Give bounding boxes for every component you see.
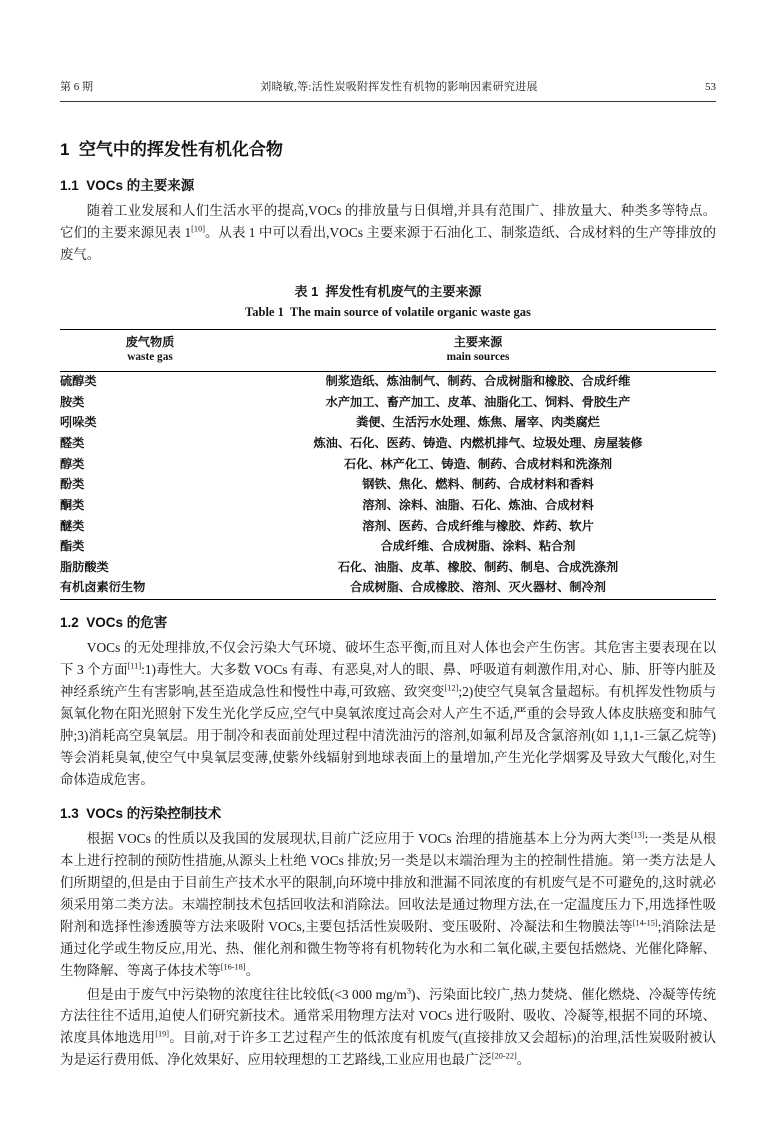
reference-superscript: [10] xyxy=(191,224,205,234)
text-segment: ;2)使空气臭氧含量超标。有机挥发性物质与氮氧化物在阳光照射下发生光化学反应,空气中臭氧浓度过高会对人产生不适,严重的会导致人体皮肤癌变和肺气肿;3)消耗高空臭氧层。用于制冷和表面前处理过程中清洗油污的溶剂,如氟利昂及含氯溶剂(如 1,1,1-三氯乙烷等)等会消耗臭氧,使空气中臭氧层变薄,使紫外线辐射到地球表面上的量增加,产生光化学烟雾及导致大气酸化,对生命体造成危害。 xyxy=(60,683,716,787)
text-segment: 。 xyxy=(245,962,259,978)
main-sources: 炼油、石化、医药、铸造、内燃机排气、垃圾处理、房屋装修 xyxy=(313,435,643,450)
waste-gas-type: 吲哚类 xyxy=(60,415,97,430)
main-sources: 合成纤维、合成树脂、涂料、粘合剂 xyxy=(380,539,576,554)
table-body xyxy=(60,371,716,599)
text-segment: ;消除法是通过化学或生物反应,用光、热、催化剂和微生物等将有机物转化为水和二氧化碳,主要包括燃烧、光催化降解、生物降解、等离子体技术等 xyxy=(60,918,716,978)
reference-superscript: [14-15] xyxy=(632,918,658,928)
table-1 xyxy=(60,329,716,600)
table-row xyxy=(60,392,716,413)
waste-gas-type: 胺类 xyxy=(60,394,85,409)
text-segment: 但是由于废气中污染物的浓度往往比较低(<3 000 mg/m xyxy=(86,986,407,1002)
column-header-main-sources-en: main sources xyxy=(446,351,510,364)
running-title: 刘晓敏,等:活性炭吸附挥发性有机物的影响因素研究进展 xyxy=(260,81,538,93)
article-body xyxy=(60,135,716,1071)
column-header-main-sources-zh: 主要来源 xyxy=(453,334,503,349)
reference-superscript: [13] xyxy=(630,830,645,840)
section-1-3-paragraph-2 xyxy=(60,984,716,1072)
table-row xyxy=(60,578,716,599)
main-sources: 制浆造纸、炼油制气、制药、合成树脂和橡胶、合成纤维 xyxy=(325,374,631,389)
waste-gas-type: 酮类 xyxy=(60,497,85,512)
reference-superscript: [19] xyxy=(155,1030,170,1039)
main-sources: 钢铁、焦化、燃料、制药、合成材料和香料 xyxy=(362,477,594,492)
page-number: 53 xyxy=(705,81,716,93)
table-row xyxy=(60,413,716,434)
column-header-waste-gas-en: waste gas xyxy=(127,351,173,364)
text-segment: :一类是从根本上进行控制的预防性措施,从源头上杜绝 VOCs 排放;另一类是以末端治理为主的控制性措施。第一类方法是人们所期望的,但是由于目前生产技术水平的限制,向环境中排放和泄漏不同浓度的有机废气是不可避免的,这时就必须采用第二类方法。末端控制技术包括回收法和消除法。回收法是通过物理方法,在一定温度压力下,用选择性吸附剂和选择性渗透膜等方法来吸附 VOCs,主要包括活性炭吸附、变压吸附、冷凝法和生物膜法等 xyxy=(60,830,716,934)
main-sources: 合成树脂、合成橡胶、溶剂、灭火器材、制冷剂 xyxy=(350,580,606,595)
main-sources: 溶剂、涂料、油脂、石化、炼油、合成材料 xyxy=(362,497,594,512)
table-row xyxy=(60,557,716,578)
text-segment: VOCs 的无处理排放,不仅会污染大气环境、破坏生态平衡,而且对人体也会产生伤害。其危害主要表现在以下 3 个方面 xyxy=(60,639,716,677)
text-segment: :1)毒性大。大多数 VOCs 有毒、有恶臭,对人的眼、鼻、呼吸道有刺激作用,对心、肺、肝等内脏及神经系统产生有害影响,甚至造成急性和慢性中毒,可致癌、致突变 xyxy=(60,661,717,699)
table-1-caption-en: Table 1 The main source of volatile organic waste gas xyxy=(245,304,531,319)
text-segment: 。从表 1 中可以看出,VOCs 主要来源于石油化工、制浆造纸、合成材料的生产等排放的废气。 xyxy=(60,224,716,262)
table-row xyxy=(60,516,716,537)
table-header-row xyxy=(60,329,716,371)
text-segment: 。目前,对于许多工艺过程产生的低浓度有机废气(直接排放又会超标)的治理,活性炭吸附被认为是运行费用低、净化效果好、应用较理想的工艺路线,工业应用也最广泛 xyxy=(60,1030,716,1068)
waste-gas-type: 醇类 xyxy=(60,456,85,471)
section-1-2-paragraph xyxy=(60,637,716,791)
main-sources: 石化、林产化工、铸造、制药、合成材料和洗涤剂 xyxy=(343,456,613,471)
section-1-2-title: 1.2 VOCs 的危害 xyxy=(60,614,168,630)
main-sources: 溶剂、医药、合成纤维与橡胶、炸药、软片 xyxy=(362,518,594,533)
column-header-main-sources xyxy=(240,329,716,371)
table-1-header xyxy=(60,329,716,371)
reference-superscript: [16-18] xyxy=(220,962,246,972)
waste-gas-type: 酯类 xyxy=(60,539,85,554)
waste-gas-type: 醛类 xyxy=(60,435,85,450)
text-segment: )、污染面比较广,热力焚烧、催化燃烧、冷凝等传统方法往往不适用,迫使人们研究新技术。通常采用物理方法对 VOCs 进行吸附、吸收、冷凝等,根据不同的环境、浓度具体地选用 xyxy=(60,986,717,1046)
text-segment: 随着工业发展和人们生活水平的提高,VOCs 的排放量与日俱增,并具有范围广、排放量大、种类多等特点。它们的主要来源见表 1 xyxy=(60,203,716,240)
text-segment: 。 xyxy=(516,1052,531,1068)
waste-gas-type: 有机卤素衍生物 xyxy=(60,580,146,595)
reference-superscript: 3 xyxy=(406,986,411,996)
section-1-1-paragraph xyxy=(60,200,716,266)
column-header-waste-gas-zh: 废气物质 xyxy=(125,334,175,349)
main-sources: 石化、油脂、皮革、橡胶、制药、制皂、合成洗涤剂 xyxy=(337,559,619,574)
reference-superscript: [11] xyxy=(127,661,142,671)
main-sources: 水产加工、畜产加工、皮革、油脂化工、饲料、骨胶生产 xyxy=(325,394,631,409)
table-row xyxy=(60,496,716,517)
table-row xyxy=(60,537,716,558)
table-row xyxy=(60,371,716,392)
section-1-3-paragraph-1 xyxy=(60,828,716,982)
waste-gas-type: 酚类 xyxy=(60,477,85,492)
section-1-1-title: 1.1 VOCs 的主要来源 xyxy=(60,178,195,193)
running-head xyxy=(60,78,716,102)
section-1-3-title: 1.3 VOCs 的污染控制技术 xyxy=(60,805,222,821)
section-1-title: 1 空气中的挥发性有机化合物 xyxy=(60,140,283,159)
table-1-caption-zh: 表 1 挥发性有机废气的主要来源 xyxy=(294,283,482,299)
table-row xyxy=(60,434,716,455)
column-header-waste-gas xyxy=(60,329,240,371)
waste-gas-type: 硫醇类 xyxy=(60,374,97,389)
issue-number: 第 6 期 xyxy=(60,81,93,93)
text-segment: 根据 VOCs 的性质以及我国的发展现状,目前广泛应用于 VOCs 治理的措施基本上分为两大类 xyxy=(86,830,631,846)
reference-superscript: [12] xyxy=(444,683,459,693)
table-row xyxy=(60,454,716,475)
waste-gas-type: 脂肪酸类 xyxy=(60,559,109,574)
reference-superscript: [20-22] xyxy=(491,1051,517,1061)
table-row xyxy=(60,475,716,496)
main-sources: 粪便、生活污水处理、炼焦、屠宰、肉类腐烂 xyxy=(356,415,600,430)
waste-gas-type: 醚类 xyxy=(60,518,85,533)
